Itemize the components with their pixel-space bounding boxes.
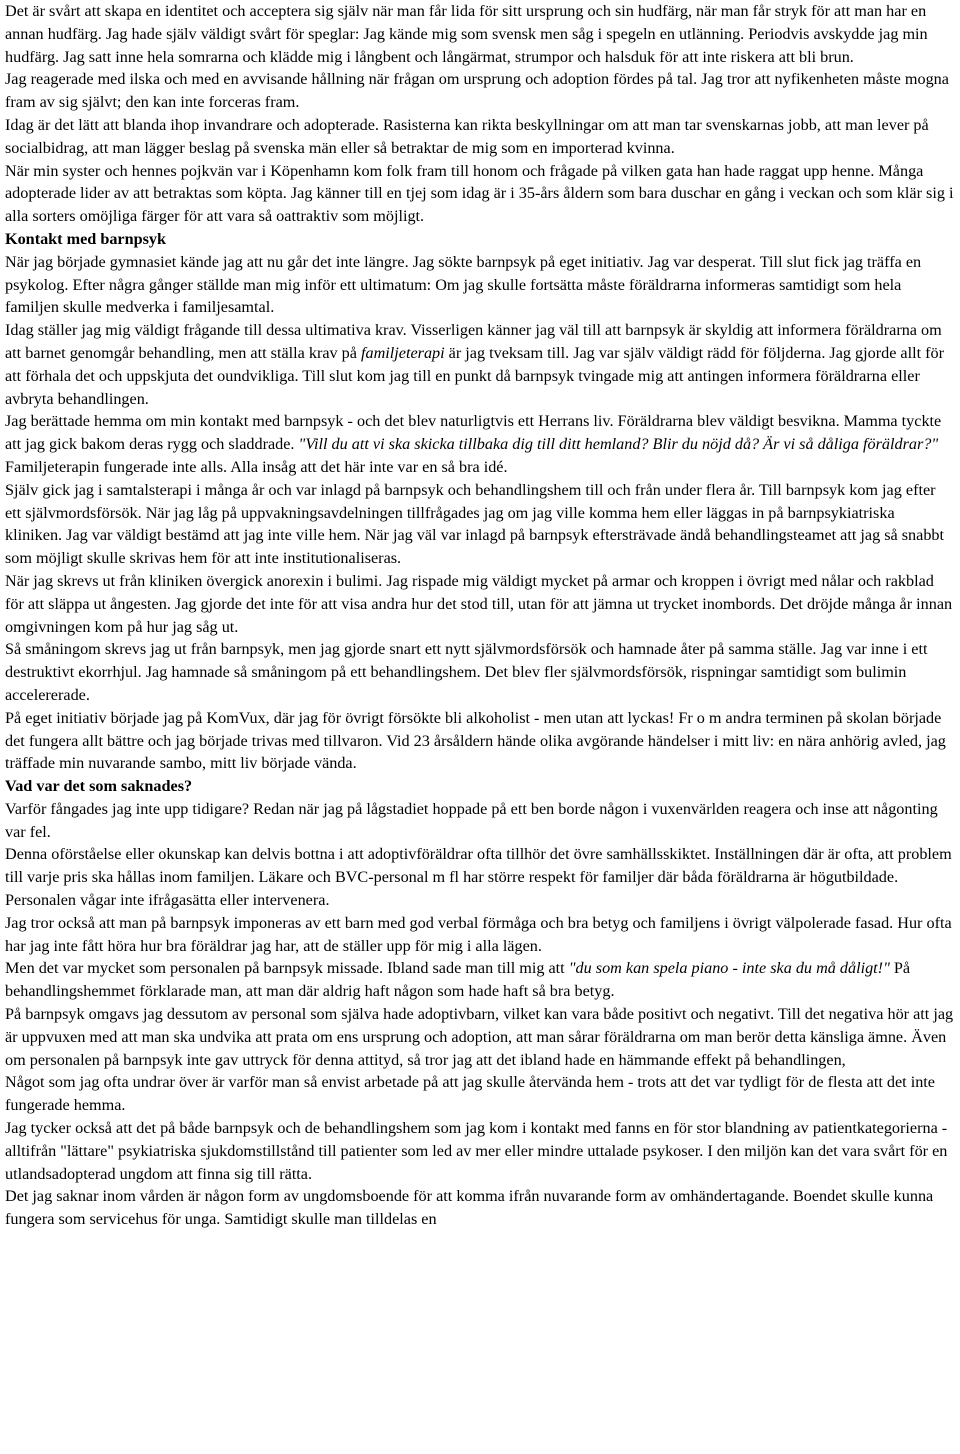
paragraph: När min syster och hennes pojkvän var i Köpenhamn kom folk fram till honom och frågade på vilken gata han hade raggat upp henne. Många adopterade lider av att betraktas som köpta. Jag känner till en tjej som idag är i 35-års åldern som bara duschar en gång i veckan och som klär sig i alla sorters omöjliga färger för att vara så oattraktiv som möjligt. [5, 161, 954, 226]
text-run: Men det var mycket som personalen på barnpsyk missade. Ibland sade man till mig att [5, 959, 569, 978]
paragraph: Själv gick jag i samtalsterapi i många år och var inlagd på barnpsyk och behandlingshem till och från under flera år. Till barnpsyk kom jag efter ett självmordsförsök. När jag låg på uppvakningsavdelningen tillfrågades jag om jag ville komma hem eller läggas in på barnpsykiatriska kliniken. Jag var väldigt bestämd att jag inte ville hem. När jag väl var inlagd på barnpsyk eftersträvade ändå behandlingsteamet att jag så snabbt som möjligt skulle skrivas hem för att inte institutionaliseras. [5, 480, 945, 568]
paragraph: Det är svårt att skapa en identitet och acceptera sig själv när man får lida för sitt ursprung och sin hudfärg, när man får stryk för att man har en annan hudfärg. Jag hade själv väldigt svårt för speglar: Jag kände mig som svensk men såg i spegeln en utlänning. Periodvis avskydde jag min hudfärg. Jag satt inne hela somrarna och klädde mig i långbent och långärmat, strumpor och halsduk för att inte riskera att bli brun. [5, 2, 928, 66]
text-run: Idag ställer jag mig väldigt frågande till dessa ultimativa krav. Visserligen känner jag väl till att barnpsyk är skyldig att informera föräldrarna om att barnet genomgår behandling, men att ställa krav på [5, 321, 942, 362]
quote-emphasis: "Vill du att vi ska skicka tillbaka dig till ditt hemland? Blir du nöjd då? Är vi så dåliga föräldrar?" [298, 435, 939, 454]
document-body [5, 0, 955, 1231]
paragraph: Varför fångades jag inte upp tidigare? Redan när jag på lågstadiet hoppade på ett ben borde någon i vuxenvärlden reagera och inse att någonting var fel. [5, 799, 938, 841]
paragraph [5, 319, 955, 410]
paragraph: Denna oförståelse eller okunskap kan delvis bottna i att adoptivföräldrar ofta tillhör det övre samhällsskiktet. Inställningen där är ofta, att problem till varje pris ska hållas inom familjen. Läkare och BVC-personal m fl har större respekt för familjer där båda föräldrarna är högutbildade. Personalen vågar inte ifrågasätta eller intervenera. [5, 845, 952, 910]
paragraph [5, 410, 955, 478]
paragraph: Jag tror också att man på barnpsyk imponeras av ett barn med god verbal förmåga och bra betyg och familjens i övrigt välpolerade fasad. Hur ofta har jag inte fått höra hur bra föräldrar jag har, att de ställer upp för mig i alla lägen. [5, 913, 952, 955]
section-heading: Kontakt med barnpsyk [5, 229, 167, 248]
paragraph: När jag började gymnasiet kände jag att nu går det inte längre. Jag sökte barnpsyk på eget initiativ. Jag var desperat. Till slut fick jag träffa en psykolog. Efter några gånger ställde man mig inför ett ultimatum: Om jag skulle fortsätta måste föräldrarna informeras samtidigt som hela familjen skulle medverka i familjesamtal. [5, 252, 922, 317]
emphasis: familjeterapi [361, 343, 445, 362]
quote-emphasis: "du som kan spela piano - inte ska du må dåligt!" [568, 959, 890, 978]
paragraph: Jag reagerade med ilska och med en avvisande hållning när frågan om ursprung och adoption fördes på tal. Jag tror att nyfikenheten måste mogna fram av sig självt; den kan inte forceras fram. [5, 70, 949, 112]
text-run: Familjeterapin fungerade inte alls. Alla insåg att det här inte var en så bra idé. [5, 457, 508, 476]
paragraph: När jag skrevs ut från kliniken övergick anorexin i bulimi. Jag rispade mig väldigt mycket på armar och kroppen i övrigt med nålar och rakblad för att släppa ut ångesten. Jag gjorde det inte för att visa andra hur det stod till, utan för att jämna ut trycket inombords. Det dröjde många år innan omgivningen kom på hur jag såg ut. [5, 571, 953, 636]
paragraph: På eget initiativ började jag på KomVux, där jag för övrigt försökte bli alkoholist - men utan att lyckas! Fr o m andra terminen på skolan började det fungera allt bättre och jag började trivas med tillvaron. Vid 23 årsåldern hände olika avgörande händelser i mitt liv: en nära anhörig avled, jag träffade min nuvarande sambo, mitt liv började vända. [5, 708, 946, 773]
paragraph: Något som jag ofta undrar över är varför man så envist arbetade på att jag skulle återvända hem - trots att det var tydligt för de flesta att det inte fungerade hemma. [5, 1073, 935, 1115]
paragraph: Så småningom skrevs jag ut från barnpsyk, men jag gjorde snart ett nytt självmordsförsök och hamnade åter på samma ställe. Jag var inne i ett destruktivt ekorrhjul. Jag hamnade så småningom på ett behandlingshem. Det blev fler självmordsförsök, rispningar samtidigt som bulimin accelererade. [5, 640, 928, 704]
text-run: Jag berättade hemma om min kontakt med barnpsyk - och det blev naturligtvis ett Herrans liv. Föräldrarna blev väldigt besvikna. Mamma tyckte att jag gick bakom deras rygg och sladdrade. [5, 412, 942, 454]
text-run: På behandlingshemmet förklarade man, att man där aldrig haft någon som hade haft så bra betyg. [5, 959, 911, 1001]
paragraph [5, 957, 955, 1003]
paragraph: Jag tycker också att det på både barnpsyk och de behandlingshem som jag kom i kontakt med fanns en för stor blandning av patientkategorierna - alltifrån "lättare" psykiatriska sjukdomstillstånd till patienter som led av mer eller mindre uttalade psykoser. I den miljön kan det vara svårt för en utlandsadopterad ungdom att finna sig till rätta. [5, 1119, 948, 1183]
paragraph: Det jag saknar inom vården är någon form av ungdomsboende för att komma ifrån nuvarande form av omhändertagande. Boendet skulle kunna fungera som servicehus för unga. Samtidigt skulle man tilldelas en [5, 1187, 934, 1229]
section-heading: Vad var det som saknades? [5, 777, 193, 796]
paragraph: Idag är det lätt att blanda ihop invandrare och adopterade. Rasisterna kan rikta beskyllningar om att man tar svenskarnas jobb, att man lever på socialbidrag, att man lägger beslag på svenska män eller så betraktar de mig som en importerad kvinna. [5, 115, 929, 157]
paragraph: På barnpsyk omgavs jag dessutom av personal som själva hade adoptivbarn, vilket kan vara både positivt och negativt. Till det negativa hör att jag är uppvuxen med att man ska undvika att prata om ens ursprung och adoption, att man sårar föräldrarna om man berör detta känsliga ämne. Även om personalen på barnpsyk inte gav uttryck för denna attityd, så tror jag att det ibland hade en hämmande effekt på behandlingen, [5, 1005, 954, 1069]
text-run: är jag tveksam till. Jag var själv väldigt rädd för följderna. Jag gjorde allt för att förhala det och uppskjuta det oundvikliga. Till slut kom jag till en punkt då barnpsyk tvingade mig att antingen informera föräldrarna eller avbryta behandlingen. [5, 343, 945, 408]
